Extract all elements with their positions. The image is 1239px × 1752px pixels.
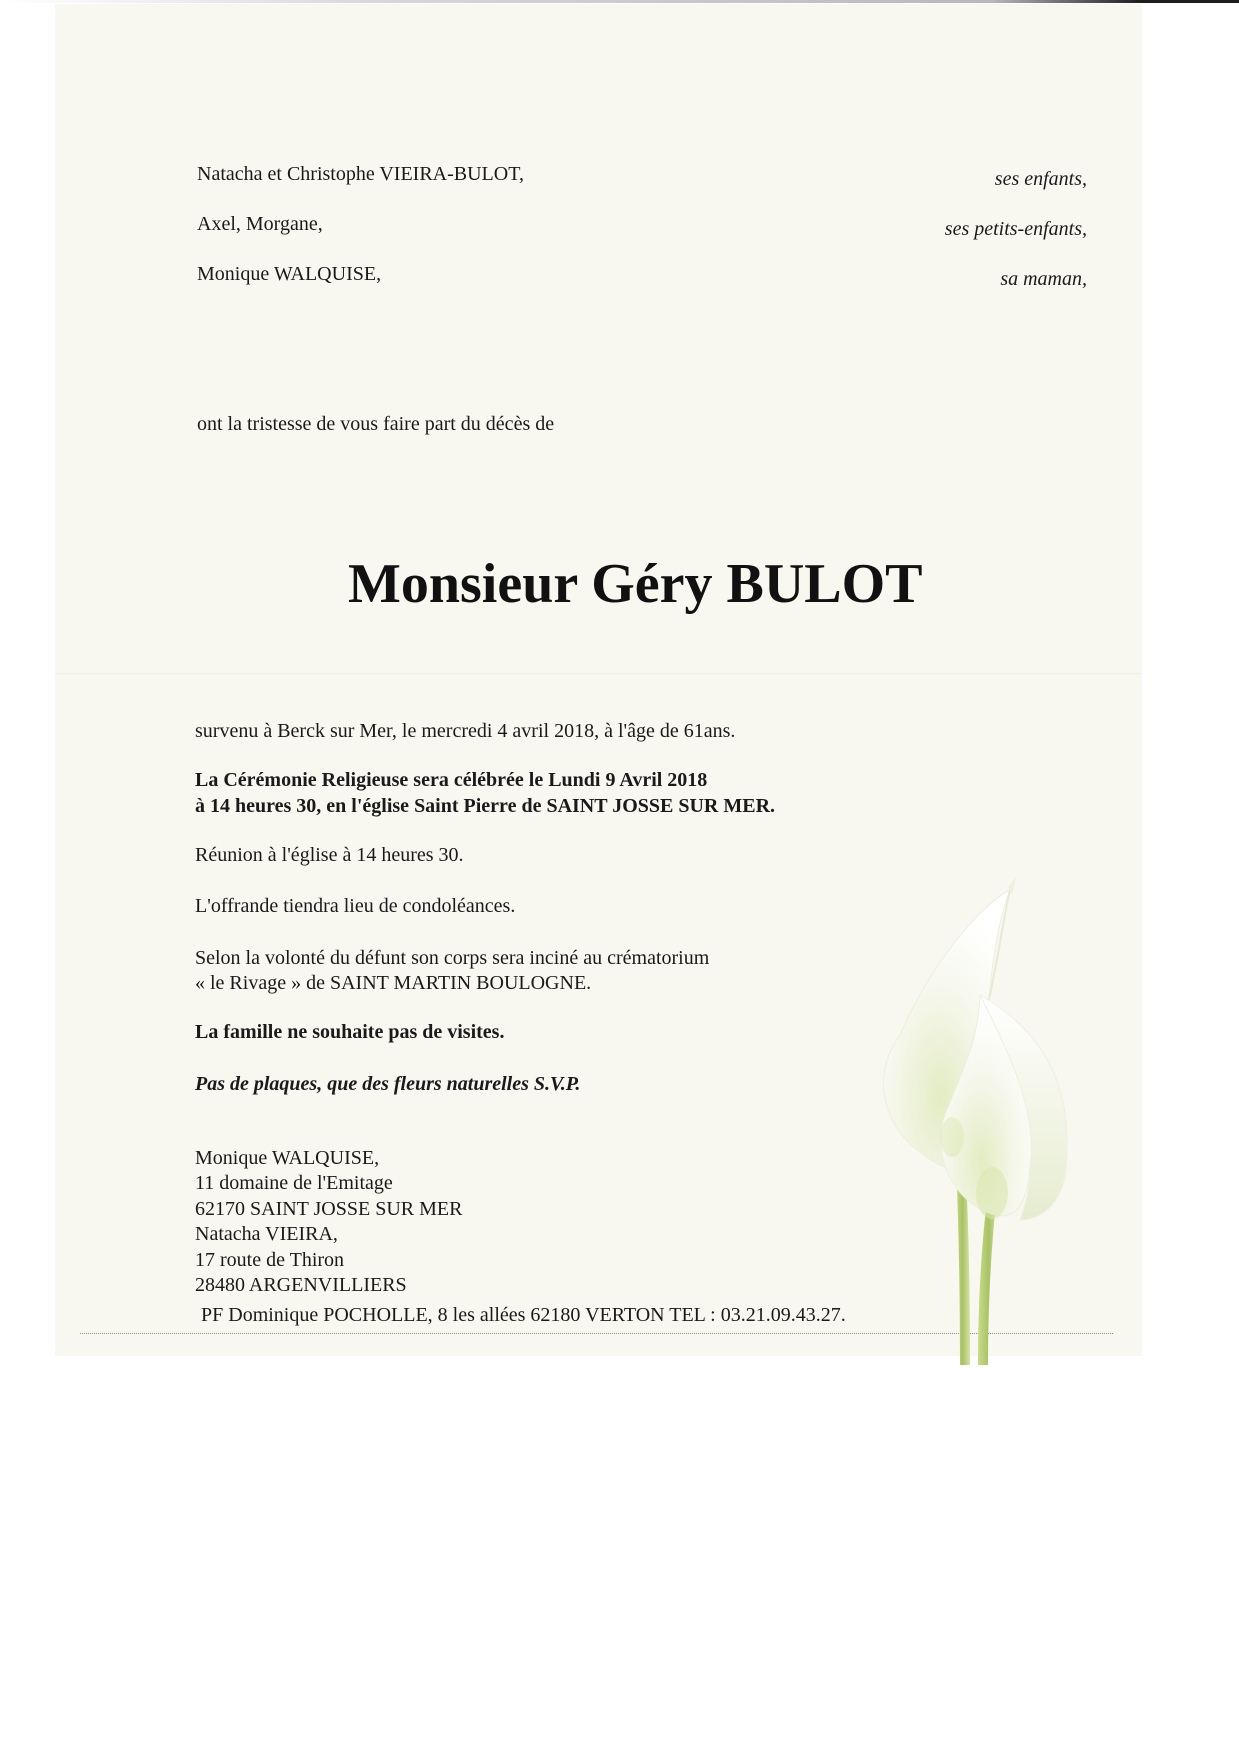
address-line: 28480 ARGENVILLIERS xyxy=(195,1274,407,1296)
address-line: 62170 SAINT JOSSE SUR MER xyxy=(195,1198,463,1220)
funeral-home-contact: PF Dominique POCHOLLE, 8 les allées 62180 VERTON TEL : 03.21.09.43.27. xyxy=(201,1304,846,1326)
calla-lily-icon xyxy=(860,875,1100,1370)
ceremony-line-2: à 14 heures 30, en l'église Saint Pierre de SAINT JOSSE SUR MER. xyxy=(195,795,776,817)
family-relation-2: ses petits-enfants, xyxy=(944,218,1087,240)
address-line: 11 domaine de l'Emitage xyxy=(195,1172,393,1194)
family-names-2: Axel, Morgane, xyxy=(197,213,323,235)
address-line: Monique WALQUISE, xyxy=(195,1147,380,1169)
scan-top-edge xyxy=(0,0,1239,3)
family-relation-3: sa maman, xyxy=(1000,268,1087,290)
ceremony-line-1: La Cérémonie Religieuse sera célébrée le Lundi 9 Avril 2018 xyxy=(195,769,708,791)
reunion-text: Réunion à l'église à 14 heures 30. xyxy=(195,844,464,866)
address-line: Natacha VIEIRA, xyxy=(195,1223,338,1245)
cremation-line-1: Selon la volonté du défunt son corps sera inciné au crématorium xyxy=(195,947,710,969)
death-info: survenu à Berck sur Mer, le mercredi 4 avril 2018, à l'âge de 61ans. xyxy=(195,720,736,742)
offering-text: L'offrande tiendra lieu de condoléances. xyxy=(195,895,516,917)
cremation-line-2: « le Rivage » de SAINT MARTIN BOULOGNE. xyxy=(195,972,592,994)
card-fold-line xyxy=(55,673,1142,675)
family-names-1: Natacha et Christophe VIEIRA-BULOT, xyxy=(197,163,524,185)
family-names-3: Monique WALQUISE, xyxy=(197,263,382,285)
no-plaques-text: Pas de plaques, que des fleurs naturelles S.V.P. xyxy=(195,1073,581,1095)
announcement-text: ont la tristesse de vous faire part du décès de xyxy=(197,413,555,435)
no-visits-text: La famille ne souhaite pas de visites. xyxy=(195,1021,505,1043)
deceased-name: Monsieur Géry BULOT xyxy=(348,553,923,615)
family-relation-1: ses enfants, xyxy=(994,168,1087,190)
address-line: 17 route de Thiron xyxy=(195,1249,345,1271)
